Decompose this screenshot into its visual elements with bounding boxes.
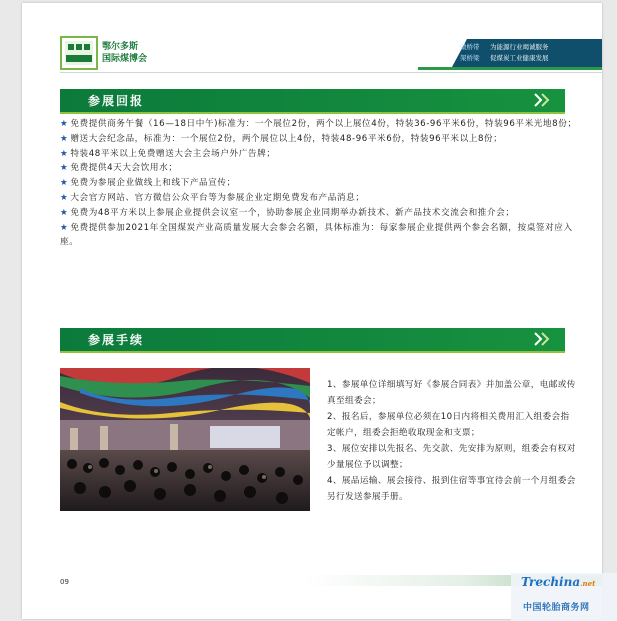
slogan-banner [418, 39, 602, 67]
org-name-line2: 国际煤博会 [102, 54, 148, 64]
header-divider [60, 72, 602, 73]
star-bullet-icon: ★ [60, 222, 69, 233]
slogan-key-2: 架桥梁 [460, 54, 480, 62]
benefit-text: 免费提供商务午餐（16—18日中午)标准为：一个展位2份，两个以上展位4份，特装36-96平米6份，特装96平米光地8份； [70, 119, 577, 129]
slogan-line-2: 促煤炭工业健康发展 [490, 54, 549, 62]
chevron-decoration-icon [533, 332, 555, 346]
benefit-text: 特装48平米以上免费赠送大会主会场户外广告牌； [70, 148, 276, 159]
site-watermark [511, 573, 617, 621]
procedure-steps [327, 377, 577, 505]
benefit-item [60, 176, 580, 191]
org-name-line1: 鄂尔多斯 [102, 42, 139, 52]
watermark-brand-suffix: .net [580, 579, 596, 588]
section-header-returns [60, 89, 565, 114]
benefit-text: 免费为参展企业做线上和线下产品宣传； [70, 178, 236, 189]
benefit-text: 大会官方网站、官方微信公众平台等为参展企业定期免费发布产品消息； [70, 192, 365, 203]
organization-name [102, 41, 147, 65]
benefit-text: 免费提供4天大会饮用水； [70, 163, 178, 174]
chevron-decoration-icon [533, 93, 555, 107]
benefit-item [60, 206, 580, 221]
procedure-step: 4、展品运输、展会接待、报到住宿等事宜待会前一个月组委会另行发送参展手册。 [327, 476, 576, 502]
benefit-text: 赠送大会纪念品，标准为：一个展位2份，两个展位以上4份，特装48-96平米6份，特装96平米以上8份； [70, 133, 503, 144]
conference-hall-photo [60, 368, 310, 511]
procedure-step: 3、展位安排以先报名、先交款、先安排为原则，组委会有权对少量展位予以调整； [327, 444, 576, 470]
benefits-list [60, 117, 580, 250]
section-header-procedures [60, 328, 565, 353]
star-bullet-icon: ★ [60, 192, 69, 203]
benefit-item [60, 191, 580, 206]
section-title-procedures: 参展手续 [88, 333, 145, 347]
benefit-item [60, 117, 580, 132]
brochure-page [22, 3, 602, 619]
expo-logo [60, 36, 98, 70]
watermark-brand [521, 575, 595, 589]
slogan-line-1: 为能源行业竭诚服务 [490, 43, 549, 51]
benefit-item [60, 221, 580, 251]
procedure-step: 1、参展单位详细填写好《参展合同表》并加盖公章，电邮或传真至组委会； [327, 380, 576, 406]
watermark-brand-text: Trechina [521, 575, 581, 589]
slogan-key-1: 做桥带 [460, 43, 480, 51]
slogan-text [460, 42, 549, 64]
star-bullet-icon: ★ [60, 119, 69, 129]
benefit-text: 免费提供参加2021年全国煤炭产业高质量发展大会参会名额，具体标准为：每家参展企业提供两个参会名额，按桌签对应入座。 [60, 222, 573, 248]
procedure-step: 2、报名后，参展单位必须在10日内将相关费用汇入组委会指定帐户，组委会拒绝收取现金和支票； [327, 412, 570, 438]
star-bullet-icon: ★ [60, 207, 69, 218]
section-title-returns: 参展回报 [88, 94, 145, 108]
watermark-site-name: 中国轮胎商务网 [523, 603, 590, 613]
star-bullet-icon: ★ [60, 163, 69, 174]
star-bullet-icon: ★ [60, 178, 69, 189]
page-number: 09 [60, 578, 69, 586]
star-bullet-icon: ★ [60, 148, 69, 159]
star-bullet-icon: ★ [60, 133, 69, 144]
benefit-item [60, 132, 580, 147]
benefit-item [60, 147, 580, 162]
benefit-item [60, 161, 580, 176]
benefit-text: 免费为48平方米以上参展企业提供会议室一个，协助参展企业同期举办新技术、新产品技术交流会和推介会； [70, 207, 515, 218]
